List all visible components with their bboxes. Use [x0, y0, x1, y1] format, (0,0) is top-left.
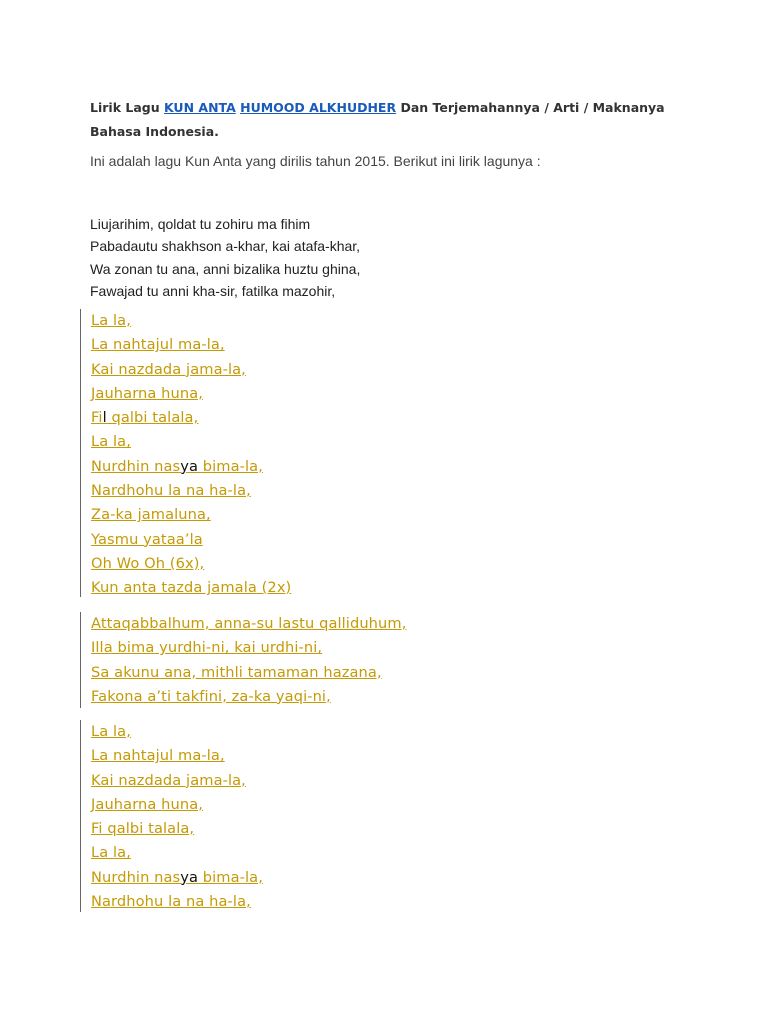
- lyric-line: La nahtajul ma-la,: [91, 747, 225, 765]
- lyric-line: La la,: [91, 312, 131, 329]
- lyric-line: Fawajad tu anni kha-sir, fatilka mazohir,: [90, 282, 336, 299]
- lyric-line: Fi qalbi talala,: [91, 820, 195, 838]
- lyric-line: Nardhohu la na ha-la,: [91, 482, 251, 500]
- lyric-line: Liujarihim, qoldat tu zohiru ma fihim: [90, 216, 311, 232]
- article-title: Lirik Lagu KUN ANTA HUMOOD ALKHUDHER Dan Terjemahannya / Arti / Maknanya Bahasa Indonesia.: [90, 100, 665, 139]
- lyric-line: La la,: [91, 723, 131, 740]
- lyric-line: Jauharna huna,: [91, 795, 203, 813]
- lyric-line: La nahtajul ma-la,: [91, 336, 225, 354]
- lyric-line: Kai nazdada jama-la,: [91, 360, 246, 378]
- lyric-line: Fakona a’ti takfini, za-ka yaqi-ni,: [91, 687, 331, 705]
- intro-paragraph: Ini adalah lagu Kun Anta yang dirilis tahun 2015. Berikut ini lirik lagunya :: [90, 153, 541, 169]
- lyric-line: Sa akunu ana, mithli tamaman hazana,: [91, 663, 382, 681]
- kun-anta-link[interactable]: KUN ANTA: [163, 100, 236, 115]
- lyric-line: Yasmu yataa’la: [91, 530, 203, 548]
- lyric-line: Nurdhin nasya bima-la,: [91, 868, 263, 886]
- lyric-line: Kai nazdada jama-la,: [91, 771, 246, 789]
- lyric-line: Jauharna huna,: [91, 384, 203, 402]
- lyric-line: Nardhohu la na ha-la,: [91, 893, 251, 911]
- chorus-verse-1: [80, 309, 291, 597]
- lyric-line: Nurdhin nasya bima-la,: [91, 457, 263, 475]
- verse-2: [80, 612, 406, 708]
- lyric-line: La la,: [91, 433, 131, 451]
- lyric-line: Kun anta tazda jamala (2x): [91, 579, 292, 597]
- chorus-verse-3: [80, 720, 263, 912]
- lyric-line: Attaqabbalhum, anna-su lastu qalliduhum,: [91, 615, 407, 632]
- lyric-line: Fil qalbi talala,: [91, 409, 199, 427]
- plain-lyrics: [90, 213, 690, 302]
- lyric-line: La la,: [91, 844, 131, 862]
- lyric-line: Za-ka jamaluna,: [91, 506, 211, 524]
- lyric-line: Oh Wo Oh (6x),: [91, 554, 205, 572]
- lyric-line: Wa zonan tu ana, anni bizalika huztu ghina,: [90, 260, 361, 277]
- humood-alkhudher-link[interactable]: HUMOOD ALKHUDHER: [240, 100, 397, 115]
- lyric-line: Illa bima yurdhi-ni, kai urdhi-ni,: [91, 639, 323, 657]
- lyric-line: Pabadautu shakhson a-khar, kai atafa-khar,: [90, 238, 361, 255]
